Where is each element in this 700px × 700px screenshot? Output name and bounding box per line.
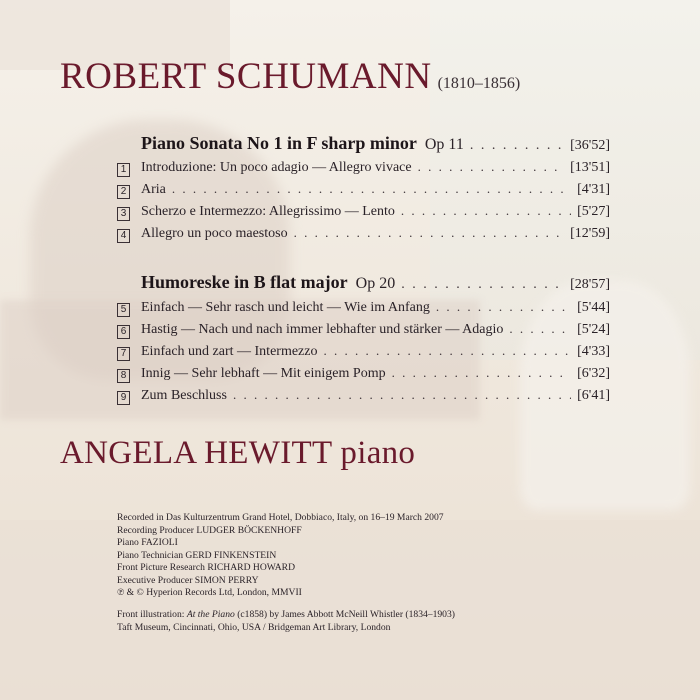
track-title: Hastig — Nach und nach immer lebhafter und stärker — Adagio	[141, 322, 504, 337]
track-title: Introduzione: Un poco adagio — Allegro vivace	[141, 160, 412, 175]
track-row[interactable]	[117, 343, 610, 360]
credit-line: ℗ & © Hyperion Records Ltd, London, MMVII	[117, 587, 302, 598]
track-number: 9	[117, 391, 130, 405]
dot-leader	[172, 181, 571, 197]
dot-leader	[392, 365, 572, 381]
track-duration: [6'41]	[577, 388, 610, 403]
composer-dates: (1810–1856)	[437, 75, 521, 92]
track-title: Scherzo e Intermezzo: Allegrissimo — Lento	[141, 204, 395, 219]
credit-line: Piano Technician GERD FINKENSTEIN	[117, 549, 277, 561]
illustration-credit	[117, 609, 455, 634]
work-title: Humoreske in B flat major	[141, 272, 348, 292]
track-number: 6	[117, 325, 130, 339]
credit-line: Front Picture Research RICHARD HOWARD	[117, 562, 295, 573]
dot-leader	[233, 387, 571, 403]
track-title: Zum Beschluss	[141, 388, 227, 403]
track-duration: [4'33]	[577, 344, 610, 359]
track-number: 2	[117, 185, 130, 199]
track-duration: [5'44]	[577, 300, 610, 315]
dot-leader	[323, 343, 571, 359]
track-number: 8	[117, 369, 130, 383]
track-title: Innig — Sehr lebhaft — Mit einigem Pomp	[141, 366, 386, 381]
track-duration: [6'32]	[577, 366, 610, 381]
dot-leader	[509, 321, 571, 337]
track-title: Aria	[141, 182, 166, 197]
track-number: 3	[117, 207, 130, 221]
track-number: 7	[117, 347, 130, 361]
track-title: Allegro un poco maestoso	[141, 226, 288, 241]
track-number: 5	[117, 303, 130, 317]
track-title: Einfach und zart — Intermezzo	[141, 344, 318, 359]
track-number: 4	[117, 229, 130, 243]
track-number: 1	[117, 163, 130, 177]
illustration-suffix: (c1858) by James Abbott McNeill Whistler (1834–1903)	[234, 609, 455, 620]
credit-line: Recording Producer LUDGER BÖCKENHOFF	[117, 524, 302, 536]
track-duration: [4'31]	[577, 182, 610, 197]
work-opus: Op 11	[424, 136, 464, 153]
composer-heading	[60, 55, 520, 98]
performer-role: piano	[340, 435, 416, 471]
performer-heading	[60, 435, 415, 472]
dot-leader	[470, 138, 564, 154]
illustration-line	[117, 609, 455, 622]
dot-leader	[294, 225, 565, 241]
work-heading	[141, 272, 610, 293]
work-opus: Op 20	[355, 275, 396, 292]
track-row[interactable]	[117, 181, 610, 198]
track-row[interactable]	[117, 387, 610, 404]
track-duration: [12'59]	[570, 226, 610, 241]
illustration-title: At the Piano	[186, 609, 235, 620]
track-duration: [5'27]	[577, 204, 610, 219]
track-duration: [5'24]	[577, 322, 610, 337]
performer-name: ANGELA HEWITT	[60, 435, 333, 471]
dot-leader	[436, 299, 571, 315]
work-heading	[141, 133, 610, 154]
work-title: Piano Sonata No 1 in F sharp minor	[141, 133, 417, 153]
credit-line: Executive Producer SIMON PERRY	[117, 574, 259, 586]
credit-line: Recorded in Das Kulturzentrum Grand Hotel, Dobbiaco, Italy, on 16–19 March 2007	[117, 512, 444, 523]
dot-leader	[401, 277, 564, 293]
illustration-prefix: Front illustration:	[117, 609, 187, 620]
dot-leader	[418, 159, 565, 175]
track-row[interactable]	[117, 299, 610, 316]
track-row[interactable]	[117, 321, 610, 338]
illustration-location: Taft Museum, Cincinnati, Ohio, USA / Bridgeman Art Library, London	[117, 621, 391, 633]
track-duration: [13'51]	[570, 160, 610, 175]
track-row[interactable]	[117, 203, 610, 220]
work-duration: [28'57]	[570, 277, 610, 292]
track-row[interactable]	[117, 159, 610, 176]
track-row[interactable]	[117, 225, 610, 242]
track-title: Einfach — Sehr rasch und leicht — Wie im Anfang	[141, 300, 430, 315]
track-row[interactable]	[117, 365, 610, 382]
work-duration: [36'52]	[570, 138, 610, 153]
composer-name: ROBERT SCHUMANN	[60, 56, 432, 97]
recording-credits	[117, 512, 444, 600]
dot-leader	[401, 203, 571, 219]
credit-line: Piano FAZIOLI	[117, 537, 178, 548]
